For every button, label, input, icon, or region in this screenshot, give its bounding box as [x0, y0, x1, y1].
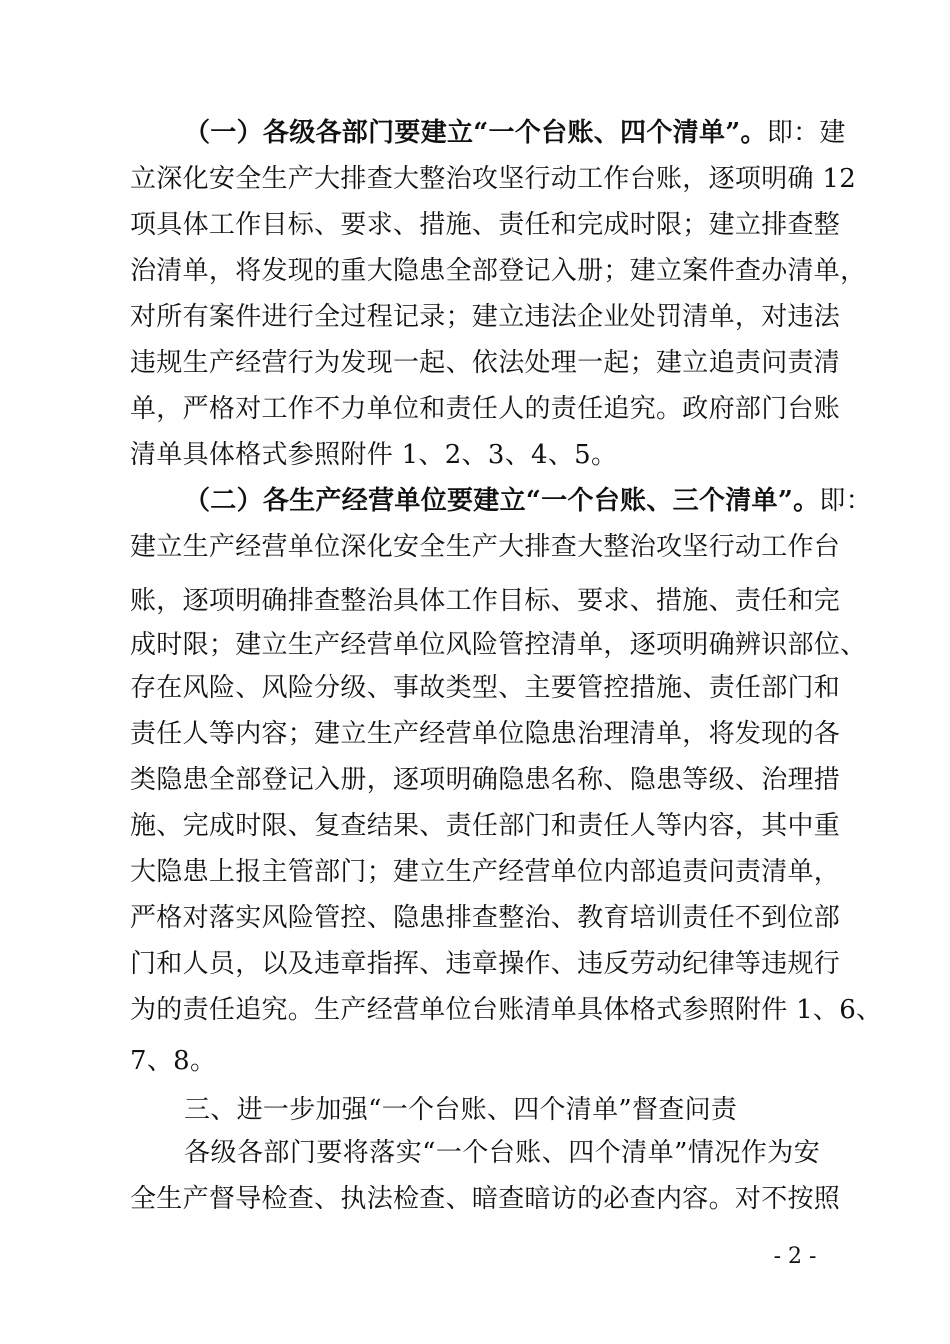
section-2-line: 账，逐项明确排查整治具体工作目标、要求、措施、责任和完 — [130, 586, 841, 616]
page-number: - 2 - — [773, 1244, 817, 1269]
section-1-line: 单，严格对工作不力单位和责任人的责任追究。政府部门台账 — [130, 394, 841, 424]
section-2-first-line-rest: 即： — [819, 486, 873, 516]
section-2-line: 严格对落实风险管控、隐患排查整治、教育培训责任不到位部 — [130, 903, 841, 933]
section-1-heading: （一）各级各部门要建立“一个台账、四个清单”。 — [184, 118, 767, 148]
section-3-line: 全生产督导检查、执法检查、暗查暗访的必查内容。对不按照 — [130, 1184, 841, 1214]
section-2-heading: （二）各生产经营单位要建立“一个台账、三个清单”。 — [184, 486, 820, 516]
section-1-line: 治清单，将发现的重大隐患全部登记入册；建立案件查办清单， — [130, 256, 867, 286]
section-1-line: 立深化安全生产大排查大整治攻坚行动工作台账，逐项明确 12 — [130, 164, 857, 194]
section-2-line: 类隐患全部登记入册，逐项明确隐患名称、隐患等级、治理措 — [130, 765, 841, 795]
section-2-first-line — [184, 483, 873, 519]
section-1-line: 对所有案件进行全过程记录；建立违法企业处罚清单，对违法 — [130, 302, 841, 332]
section-2-line: 门和人员，以及违章指挥、违章操作、违反劳动纪律等违规行 — [130, 949, 841, 979]
section-3-heading: 三、进一步加强“一个台账、四个清单”督查问责 — [184, 1095, 738, 1125]
section-1-first-line — [184, 115, 846, 151]
section-1-line: 违规生产经营行为发现一起、依法处理一起；建立追责问责清 — [130, 348, 841, 378]
section-2-line: 7、8。 — [130, 1046, 217, 1076]
section-2-line: 施、完成时限、复查结果、责任部门和责任人等内容，其中重 — [130, 811, 841, 841]
section-2-line: 责任人等内容；建立生产经营单位隐患治理清单，将发现的各 — [130, 719, 841, 749]
section-2-line: 为的责任追究。生产经营单位台账清单具体格式参照附件 1、6、 — [130, 995, 883, 1025]
section-1-line: 项具体工作目标、要求、措施、责任和完成时限；建立排查整 — [130, 210, 841, 240]
section-2-line: 存在风险、风险分级、事故类型、主要管控措施、责任部门和 — [130, 673, 841, 703]
section-3-line: 各级各部门要将落实“一个台账、四个清单”情况作为安 — [184, 1138, 820, 1168]
section-2-line: 建立生产经营单位深化安全生产大排查大整治攻坚行动工作台 — [130, 532, 841, 562]
section-1-first-line-rest: 即：建 — [766, 118, 846, 148]
section-1-line: 清单具体格式参照附件 1、2、3、4、5。 — [130, 440, 618, 470]
section-2-line: 大隐患上报主管部门；建立生产经营单位内部追责问责清单， — [130, 857, 841, 887]
section-2-line: 成时限；建立生产经营单位风险管控清单，逐项明确辨识部位、 — [130, 630, 867, 660]
